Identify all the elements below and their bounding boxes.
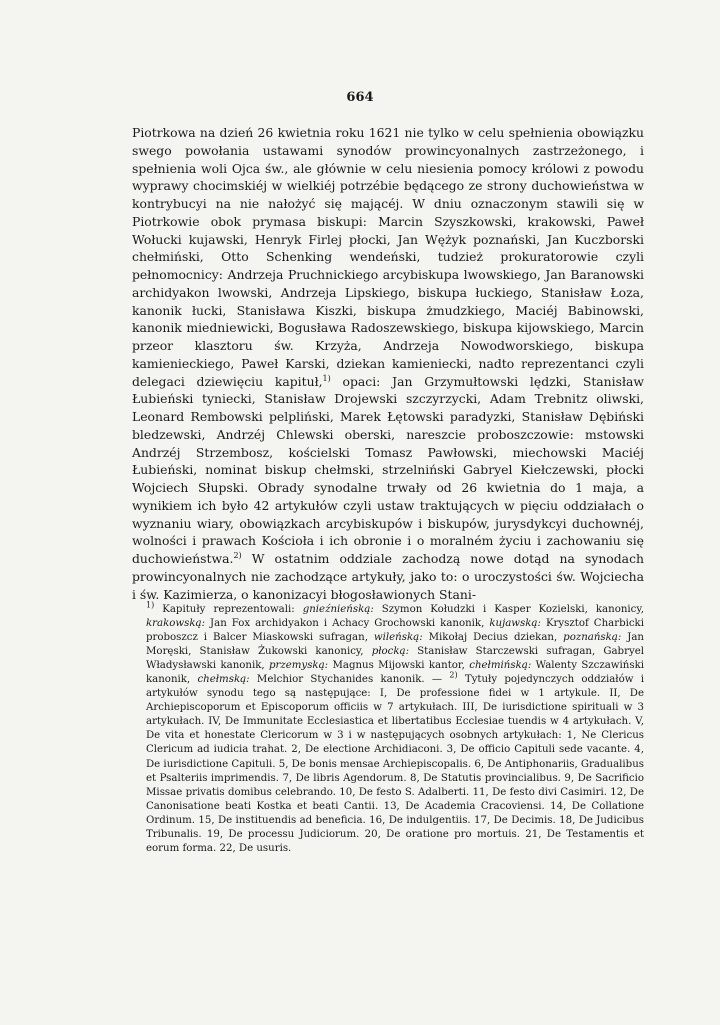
chapter-representatives: Stanisław Starczewski sufragan, Gabryel Władysławski kanonik, [146, 646, 644, 672]
paragraph-text-1: Piotrkowa na dzień 26 kwietnia roku 1621 nie tylko w celu spełnienia obowiązku swego powołania ustawami synodów prowincyonalnych zastrzeżonego, i spełnienia woli Ojca św., ale głównie w celu niesienia pomocy królowi z powodu wyprawy chocimskiéj w wielkiéj potrzébie będącego ze strony duchowieństwa w kontrybucyi na nie nałożyć się mającéj. W dniu oznaczonym stawili się w Piotrkowie obok prymasa biskupi: Marcin Szyszkowski, krakowski, Paweł Wołucki kujawski, Henryk Firlej płocki, Jan Wężyk poznański, Jan Kuczborski chełmiński, Otto Schenking wendeński, tudzież prokuratorowie czyli pełnomocnicy: Andrzeja Pruchnickiego arcybiskupa lwowskiego, Jan Baranowski archidyakon lwowski, Andrzeja Lipskiego, biskupa łuckiego, Stanisław Łoza, kanonik łucki, Stanisława Kiszki, biskupa żmudzkiego, Maciéj Babinowski, kanonik miedniewicki, Bogusława Radoszewskiego, biskupa kijowskiego, Marcin przeor klasztoru św. Krzyża, Andrzeja Nowodworskiego, biskupa kamienieckiego, Paweł Karski, dziekan kamieniecki, nadto reprezentanci czyli delegaci dziewięciu kapituł, [132, 125, 644, 389]
chapter-representatives: Magnus Mijowski kantor, [328, 660, 470, 672]
chapter-representatives: Jan Fox archidyakon i Achacy Grochowski kanonik, [205, 618, 490, 630]
main-paragraph [132, 124, 644, 603]
footnote-1-lead: Kapituły reprezentowali: [162, 604, 303, 615]
chapter-representatives: Mikołaj Decius dziekan, [422, 632, 564, 644]
chapter-representatives: Walenty Szczawiński kanonik, [146, 660, 645, 686]
chapter-name: chełmską: [197, 674, 250, 686]
footnote-block [132, 600, 645, 856]
chapter-name: krakowską: [146, 618, 206, 630]
chapter-name: płocką: [371, 646, 410, 658]
chapter-name: chełmińską: [469, 660, 532, 672]
footnote-ref-2: 2) [233, 550, 242, 560]
footnote-marker-1: 1) [146, 600, 155, 610]
footnotes [132, 600, 645, 856]
chapter-name: poznańską: [563, 632, 622, 644]
chapter-representatives: Jan Moręski, Stanisław Żukowski kanonicy, [146, 632, 644, 658]
paragraph-text-3: W ostatnim oddziale zachodzą nowe dotąd na synodach prowincyonalnych nie zachodzące artykuły, jako to: o uroczystości św. Wojciecha i św. Kazimierza, o kanonizacyi błogosławionych Stani- [132, 551, 644, 602]
chapter-name: przemyską: [268, 660, 329, 672]
paragraph-text-2: opaci: Jan Grzymułtowski lędzki, Stanisław Łubieński tyniecki, Stanisław Drojewski szczyrzycki, Adam Trebnitz oliwski, Leonard Rembowski pelpliński, Marek Łętowski paradyzki, Stanisław Dębiński bledzewski, Andrzéj Chlewski oberski, nareszcie proboszczowie: mstowski Andrzéj Strzembosz, kościelski Tomasz Pawłowski, miechowski Maciéj Łubieński, nominat biskup chełmski, strzelniński Gabryel Kiełczewski, płocki Wojciech Słupski. Obrady synodalne trwały od 26 kwietnia do 1 maja, a wynikiem ich było 42 artykułów czyli ustaw traktujących w pięciu oddziałach o wyznaniu wiary, obowiązkach arcybiskupów i biskupów, jurysdykcyi duchownéj, wolności i prawach Kościoła i ich obronie i o moralném życiu i zachowaniu się duchowieństwa. [132, 373, 644, 566]
chapter-name: kujawską: [489, 618, 541, 630]
page-number: 664 [346, 90, 374, 105]
footnote-ref-1: 1) [322, 373, 331, 383]
footnote-marker-2: 2) [449, 670, 458, 680]
footnote-2-text: Tytuły pojedynczych oddziałów i artykułów synodu tego są następujące: I, De professione fidei w 1 artykule. II, De Archiepiscoporum et Episcoporum officiis w 7 artykułach. III, De iurisdictione spirituali w 3 artykułach. IV, De Immunitate Ecclesiastica et libertatibus Ecclesiae tuendis w 4 artykułach. V, De vita et honestate Clericorum w 3 i w następujących osobnych artykułach: 1, Ne Clericus Clericum ad iudicia trahat. 2, De electione Archidiaconi. 3, De officio Capituli sede vacante. 4, De iurisdictione Capituli. 5, De bonis mensae Archiepiscopalis. 6, De Antiphonariis, Gradualibus et Psalteriis imprimendis. 7, De libris Agendorum. 8, De Statutis provincialibus. 9, De Sacrificio Missae privatis domibus celebrando. 10, De festo S. Adalberti. 11, De festo divi Casimiri. 12, De Canonisatione beati Kostka et beati Cantii. 13, De Academia Cracoviensi. 14, De Collatione Ordinum. 15, De instituendis ad beneficia. 16, De indulgentiis. 17, De Decimis. 18, De Judicibus Tribunalis. 19, De processu Judiciorum. 20, De oratione pro mortuis. 21, De Testamentis et eorum forma. 22, De usuris. [146, 674, 644, 854]
chapter-name: gnieźnieńską: [302, 604, 374, 615]
chapter-name: wileńską: [373, 632, 423, 644]
chapter-representatives: Krysztof Charbicki proboszcz i Balcer Miaskowski sufragan, [146, 618, 644, 644]
chapter-representatives: Melchior Stychanides kanonik. — [249, 674, 450, 686]
chapter-representatives: Szymon Kołudzki i Kasper Kozielski, kanonicy, [373, 604, 644, 615]
